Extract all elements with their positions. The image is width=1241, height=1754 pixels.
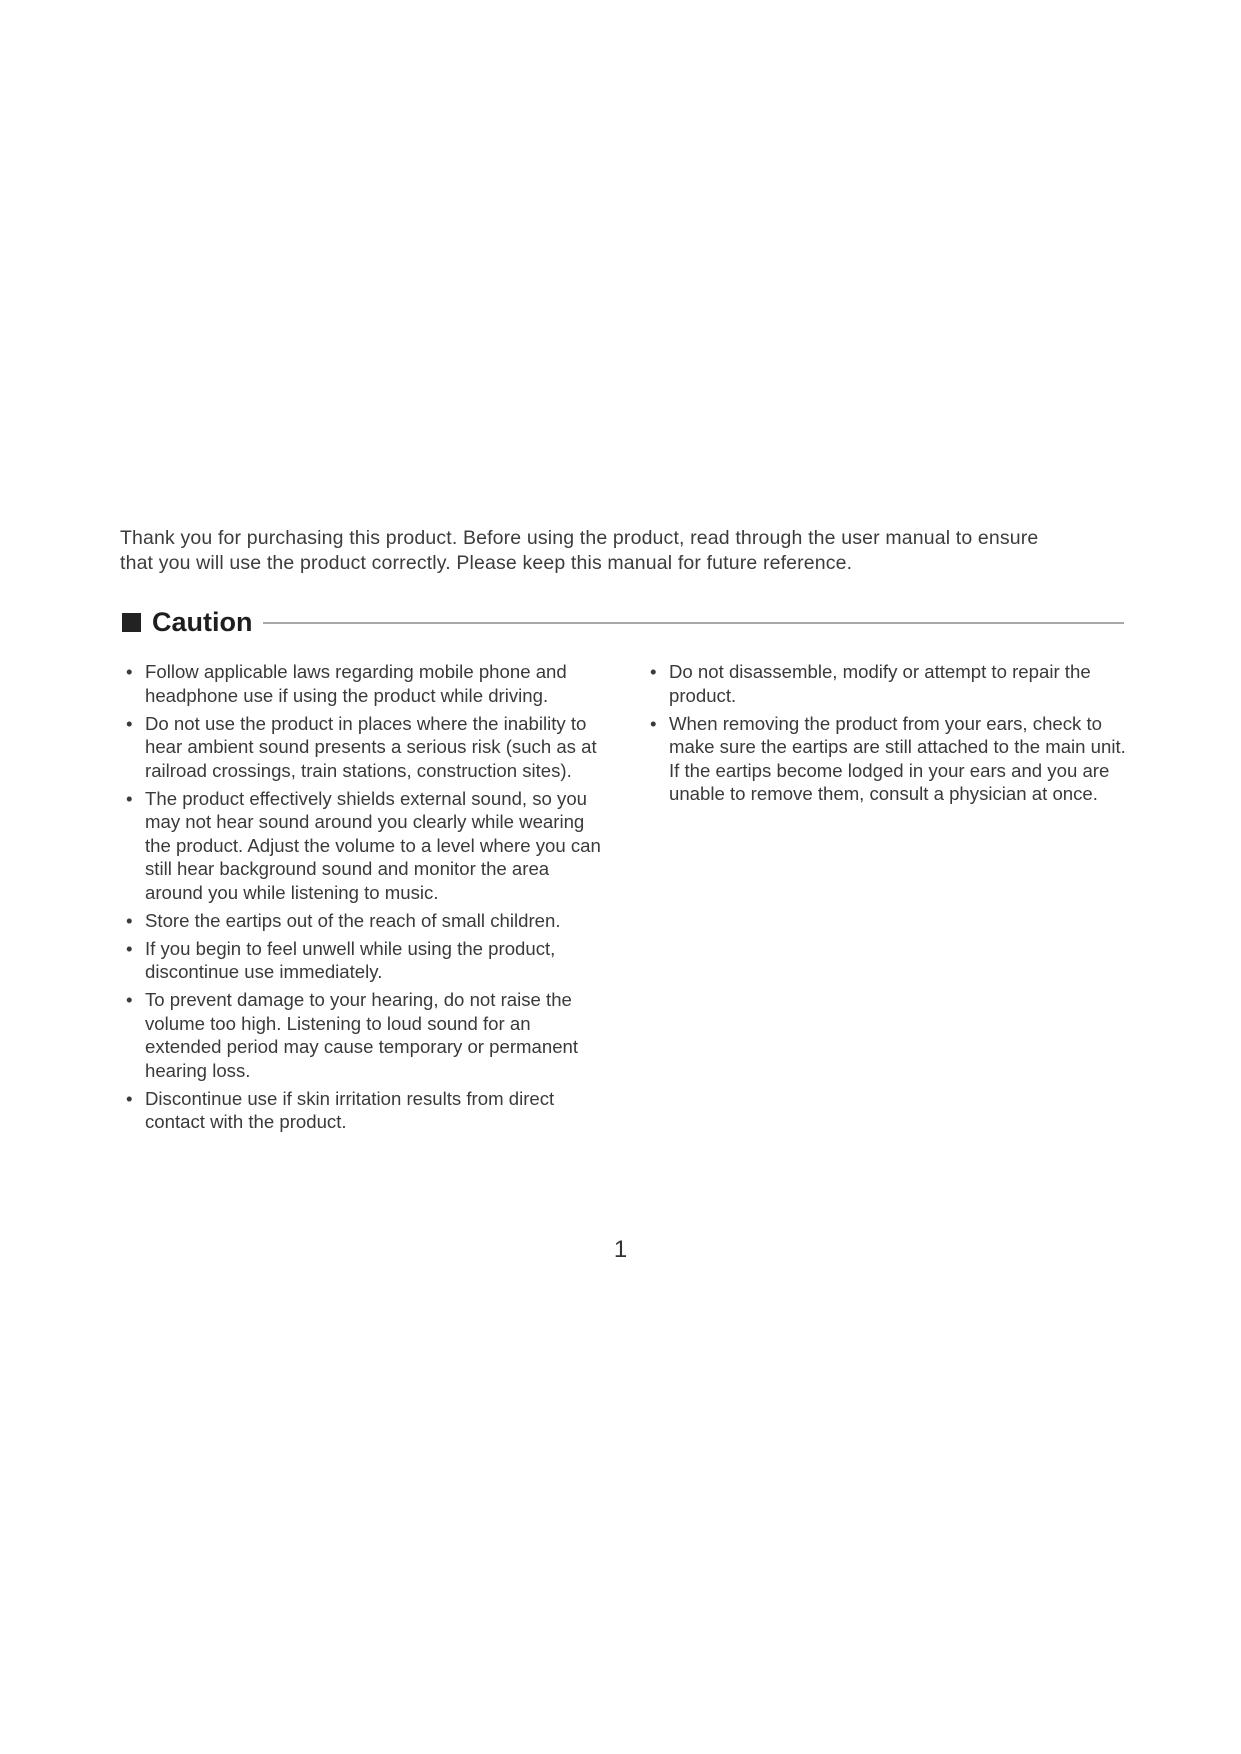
list-item <box>650 660 1128 707</box>
caution-list-right <box>650 660 1128 810</box>
bullet-icon: • <box>126 787 133 809</box>
caution-list-left <box>126 660 604 1138</box>
list-item-text: Do not disassemble, modify or attempt to repair the product. <box>669 661 1091 706</box>
list-item <box>126 712 604 783</box>
intro-line-2: that you will use the product correctly. Please keep this manual for future reference. <box>120 552 853 574</box>
list-item-text: When removing the product from your ears, check to make sure the eartips are still attached to the main unit. If the eartips become lodged in your ears and you are unable to remove them, consult a physician at once. <box>669 712 1126 804</box>
bullet-icon: • <box>126 712 133 734</box>
list-item-text: Store the eartips out of the reach of small children. <box>145 909 561 931</box>
bullet-icon: • <box>650 712 657 734</box>
bullet-icon: • <box>126 989 133 1010</box>
caution-section-header <box>122 604 1124 640</box>
section-square-icon <box>122 613 141 632</box>
bullet-icon: • <box>126 1087 133 1109</box>
list-item-text: If you begin to feel unwell while using the product, discontinue use immediately. <box>145 937 556 982</box>
list-item-text: Follow applicable laws regarding mobile phone and headphone use if using the product while driving. <box>145 661 567 706</box>
bullet-icon: • <box>126 661 133 682</box>
list-item-text: The product effectively shields external sound, so you may not hear sound around you clearly while wearing the product. Adjust the volume to a level where you can still hear background sound and monitor the area around you while listening to music. <box>145 787 601 903</box>
list-item <box>126 909 604 933</box>
list-item <box>126 937 604 984</box>
list-item <box>126 988 604 1082</box>
intro-line-1: Thank you for purchasing this product. Before using the product, read through the user manual to ensure <box>120 527 1039 549</box>
list-item <box>126 787 604 905</box>
intro-paragraph <box>120 526 1130 576</box>
list-item-text: To prevent damage to your hearing, do not raise the volume too high. Listening to loud sound for an extended period may cause temporary or permanent hearing loss. <box>145 989 579 1081</box>
list-item <box>126 1087 604 1134</box>
bullet-icon: • <box>650 661 657 682</box>
section-title: Caution <box>152 606 253 637</box>
list-item <box>650 712 1128 806</box>
list-item <box>126 660 604 707</box>
list-item-text: Do not use the product in places where the inability to hear ambient sound presents a serious risk (such as at railroad crossings, train stations, construction sites). <box>145 712 597 781</box>
section-divider <box>263 622 1125 624</box>
list-item-text: Discontinue use if skin irritation results from direct contact with the product. <box>145 1087 555 1132</box>
page-number: 1 <box>613 1236 628 1263</box>
bullet-icon: • <box>126 909 133 931</box>
bullet-icon: • <box>126 937 133 959</box>
